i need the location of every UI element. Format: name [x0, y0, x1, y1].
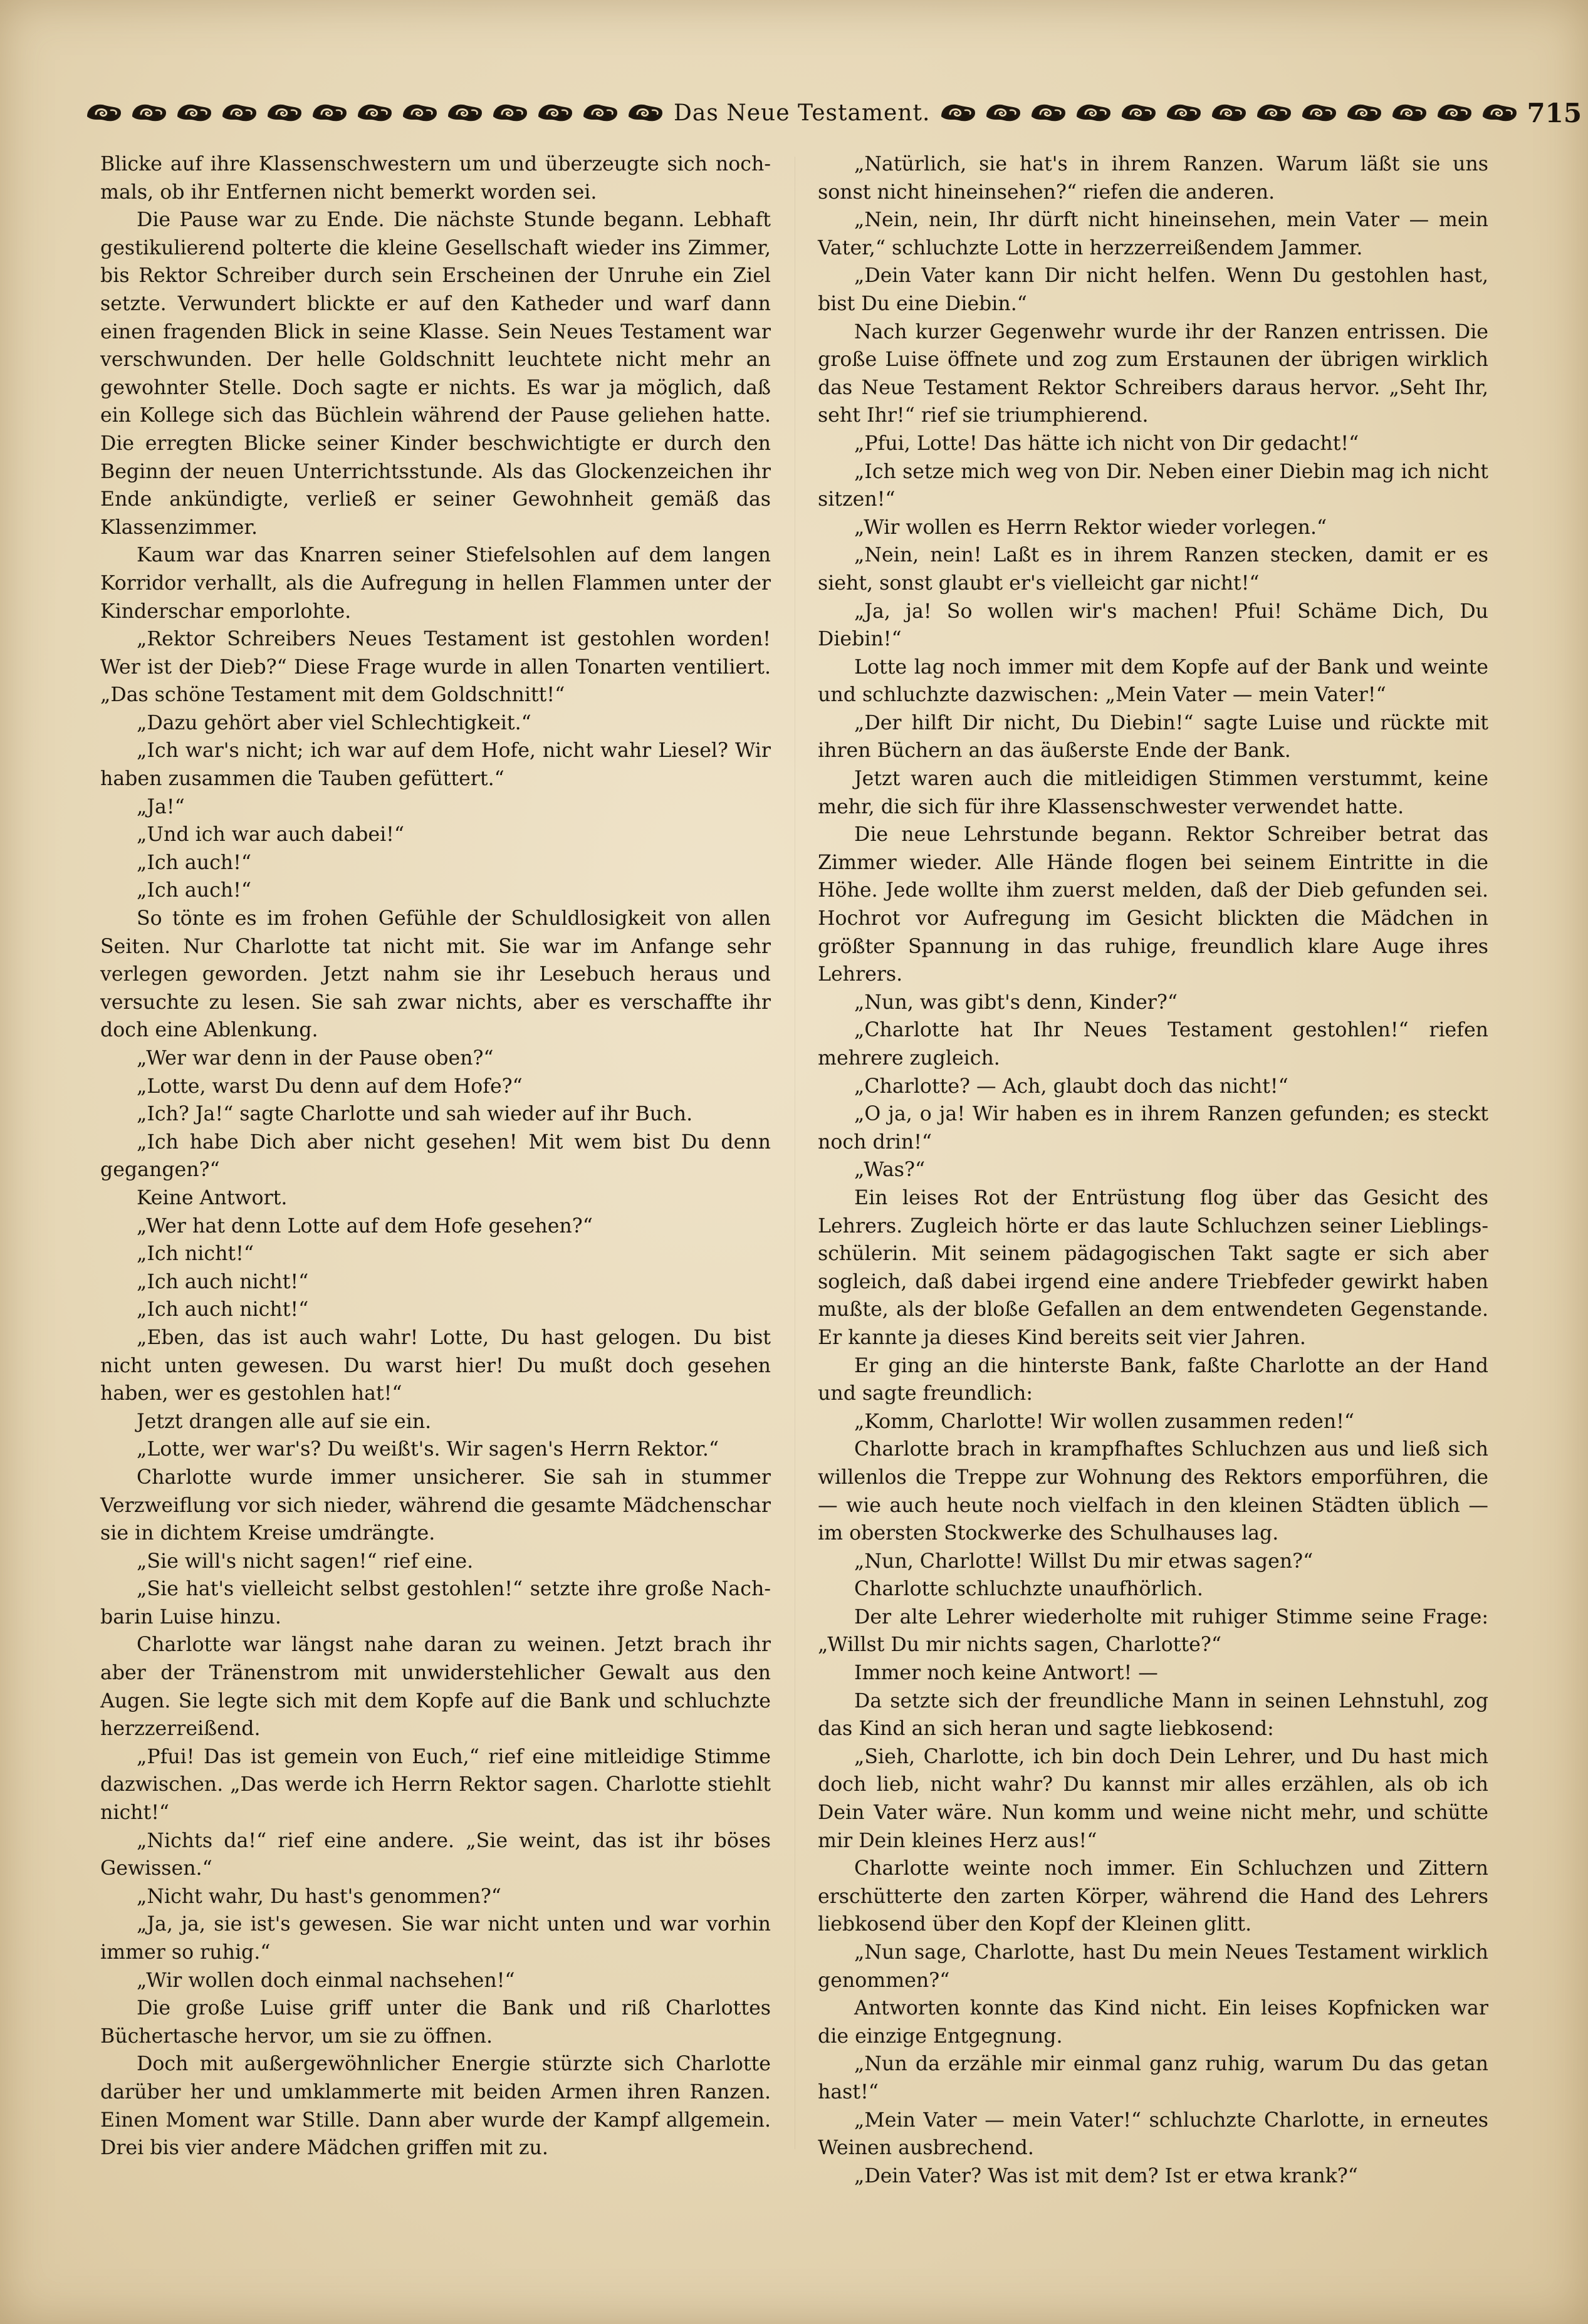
- paragraph: „Ich auch nicht!“: [137, 1298, 309, 1321]
- paragraph: „Lotte, warst Du denn auf dem Hofe?“: [137, 1075, 523, 1098]
- paragraph: „Komm, Charlotte! Wir wollen zusammen reden!“: [854, 1410, 1355, 1433]
- scroll-ornament-icon: [491, 100, 530, 125]
- paragraph: „Ich auch!“: [137, 851, 252, 874]
- paragraph: „Wer war denn in der Pause oben?“: [137, 1047, 494, 1070]
- paragraph: „Nein, nein, Ihr dürft nicht hineinsehen, mein Vater — mein Vater,“ schluchzte Lotte in herzzerreißendem Jammer.: [818, 209, 1488, 259]
- paragraph: „Ja, ja! So wollen wir's machen! Pfui! Schäme Dich, Du Diebin!“: [818, 600, 1488, 651]
- scroll-ornament-icon: [1029, 100, 1068, 125]
- paragraph: „Ich nicht!“: [137, 1243, 254, 1266]
- paragraph: „Natürlich, sie hat's in ihrem Ranzen. Warum läßt sie uns sonst nicht hineinsehen?“ riefen die anderen.: [818, 153, 1488, 204]
- paragraph: Die neue Lehrstunde begann. Rektor Schreiber betrat das Zimmer wieder. Alle Hände flogen bei seinem Eintritte in die Höhe. Jede wollte ihm zuerst melden, daß der Dieb gefunden sei. Hochrot vor Aufregung im Gesicht blickten die Mädchen in größter Spannung in das ruhige, freundlich klare Auge ihres Lehrers.: [818, 823, 1488, 986]
- scroll-ornament-icon: [400, 100, 439, 125]
- paragraph: „Rektor Schreibers Neues Testament ist gestohlen worden! Wer ist der Dieb?“ Diese Frage wurde in allen Tonarten ventiliert. „Das schöne Testament mit dem Goldschnitt!“: [100, 628, 771, 707]
- paragraph: Jetzt waren auch die mitleidigen Stimmen verstummt, keine mehr, die sich für ihre Klassenschwester verwendet hatte.: [818, 768, 1488, 818]
- paragraph: „Eben, das ist auch wahr! Lotte, Du hast gelogen. Du bist nicht unten gewesen. Du warst hier! Du mußt doch gesehen haben, wer es gestohlen hat!“: [100, 1326, 771, 1405]
- scroll-ornament-icon: [1300, 100, 1339, 125]
- page-number: 715: [1527, 97, 1582, 128]
- paragraph: So tönte es im frohen Gefühle der Schuldlosigkeit von allen Seiten. Nur Charlotte tat nicht mit. Sie war im Anfange sehr verlegen geworden. Jetzt nahm sie ihr Lesebuch heraus und versuchte zu lesen. Sie sah zwar nichts, aber es verschaffte ihr doch eine Ablenkung.: [100, 907, 771, 1042]
- paragraph: Antworten konnte das Kind nicht. Ein leises Kopfnicken war die einzige Entgegnung.: [818, 1997, 1488, 2048]
- paragraph: „Nicht wahr, Du hast's genommen?“: [137, 1885, 501, 1908]
- paragraph: Charlotte schluchzte unaufhörlich.: [854, 1578, 1203, 1601]
- paragraph: „Ich auch!“: [137, 879, 252, 902]
- scroll-ornament-icon: [1345, 100, 1384, 125]
- paragraph: „Charlotte hat Ihr Neues Testament gestohlen!“ riefen mehrere zugleich.: [818, 1019, 1488, 1070]
- ornament-band-right: [939, 98, 1519, 127]
- scroll-ornament-icon: [1255, 100, 1293, 125]
- paragraph: „O ja, o ja! Wir haben es in ihrem Ranzen gefunden; es steckt noch drin!“: [818, 1103, 1488, 1154]
- paragraph: Lotte lag noch immer mit dem Kopfe auf der Bank und weinte und schluchzte dazwischen: „Mein Vater — mein Vater!“: [818, 655, 1488, 707]
- paragraph: „Pfui! Das ist gemein von Euch,“ rief eine mitleidige Stimme dazwischen. „Das werde ich Herrn Rektor sagen. Charlotte stiehlt nicht!“: [100, 1745, 771, 1825]
- paragraph: „Ich setze mich weg von Dir. Neben einer Diebin mag ich nicht sitzen!“: [818, 460, 1488, 511]
- scroll-ornament-icon: [1435, 100, 1474, 125]
- scroll-ornament-icon: [1074, 100, 1113, 125]
- paragraph: Der alte Lehrer wiederholte mit ruhiger Stimme seine Frage: „Willst Du mir nichts sagen, Charlotte?“: [818, 1605, 1488, 1657]
- paragraph: „Ich? Ja!“ sagte Charlotte und sah wieder auf ihr Buch.: [137, 1103, 693, 1126]
- scroll-ornament-icon: [1164, 100, 1203, 125]
- paragraph: Charlotte brach in krampfhaftes Schluchzen aus und ließ sich willenlos die Treppe zur Wohnung des Rektors emporführen, die — wie auch heute noch vielfach in den kleinen Städten üblich — im obersten Stockwerke des Schulhauses lag.: [818, 1438, 1488, 1545]
- paragraph: „Nun, Charlotte! Willst Du mir etwas sagen?“: [854, 1550, 1314, 1573]
- paragraph: Er ging an die hinterste Bank, faßte Charlotte an der Hand und sagte freundlich:: [818, 1354, 1488, 1405]
- text-column-right: [818, 150, 1488, 2187]
- paragraph: „Ich war's nicht; ich war auf dem Hofe, nicht wahr Liesel? Wir haben zusammen die Tauben gefüttert.“: [100, 739, 771, 791]
- scroll-ornament-icon: [175, 100, 214, 125]
- running-title: Das Neue Testament.: [674, 100, 931, 126]
- paragraph: Charlotte weinte noch immer. Ein Schluchzen und Zittern erschütterte den zarten Körper, während die Hand des Lehrers liebkosend über den Kopf der Kleinen glitt.: [818, 1857, 1488, 1936]
- paragraph: „Dein Vater? Was ist mit dem? Ist er etwa krank?“: [854, 2164, 1358, 2187]
- running-header: [85, 94, 1582, 132]
- scroll-ornament-icon: [85, 100, 123, 125]
- ornament-band-left: [85, 98, 665, 127]
- paragraph: „Lotte, wer war's? Du weißt's. Wir sagen's Herrn Rektor.“: [137, 1438, 719, 1461]
- paragraph: „Nichts da!“ rief eine andere. „Sie weint, das ist ihr böses Gewissen.“: [100, 1829, 771, 1880]
- paragraph: „Dazu gehört aber viel Schlechtigkeit.“: [137, 711, 531, 734]
- paragraph: „Wir wollen es Herrn Rektor wieder vorlegen.“: [854, 516, 1327, 539]
- paragraph: „Wir wollen doch einmal nachsehen!“: [137, 1969, 515, 1992]
- scroll-ornament-icon: [446, 100, 484, 125]
- paragraph: Immer noch keine Antwort! —: [854, 1662, 1158, 1685]
- paragraph: „Sie will's nicht sagen!“ rief eine.: [137, 1550, 474, 1573]
- paragraph: „Sie hat's vielleicht selbst gestohlen!“ setzte ihre große Nachbarin Luise hinzu.: [100, 1578, 771, 1628]
- paragraph: „Pfui, Lotte! Das hätte ich nicht von Dir gedacht!“: [854, 432, 1359, 455]
- paragraph: Keine Antwort.: [137, 1186, 288, 1209]
- paragraph: „Mein Vater — mein Vater!“ schluchzte Charlotte, in erneutes Weinen ausbrechend.: [818, 2108, 1488, 2160]
- paragraph: Doch mit außergewöhnlicher Energie stürzte sich Charlotte darüber her und umklammerte mit beiden Armen ihren Ranzen. Einen Moment war Stille. Dann aber wurde der Kampf allgemein. Drei bis vier andere Mädchen griffen mit zu.: [100, 2053, 771, 2160]
- text-column-left: [100, 150, 771, 2160]
- paragraph: „Nun, was gibt's denn, Kinder?“: [854, 991, 1178, 1014]
- paragraph: „Wer hat denn Lotte auf dem Hofe gesehen?“: [137, 1214, 593, 1238]
- scroll-ornament-icon: [265, 100, 304, 125]
- paragraph: „Charlotte? — Ach, glaubt doch das nicht!“: [854, 1075, 1288, 1098]
- paragraph: Ein leises Rot der Entrüstung flog über das Gesicht des Lehrers. Zugleich hörte er das laute Schluchzen seiner Lieblingsschülerin. Mit seinem pädagogischen Takt sagte er sich aber sogleich, daß dabei irgend eine andere Triebfeder gewirkt haben mußte, als der bloße Gefallen an dem entwendeten Gegenstande. Er kannte ja dieses Kind bereits seit vier Jahren.: [818, 1186, 1488, 1349]
- paragraph: „Ja, ja, sie ist's gewesen. Sie war nicht unten und war vorhin immer so ruhig.“: [100, 1913, 771, 1964]
- scroll-ornament-icon: [220, 100, 259, 125]
- paragraph: Charlotte wurde immer unsicherer. Sie sah in stummer Verzweiflung vor sich nieder, während die gesamte Mädchenschar sie in dichtem Kreise umdrängte.: [100, 1466, 771, 1545]
- paragraph: „Nun da erzähle mir einmal ganz ruhig, warum Du das getan hast!“: [818, 2053, 1488, 2103]
- paragraph: Charlotte war längst nahe daran zu weinen. Jetzt brach ihr aber der Tränenstrom mit unwiderstehlicher Gewalt aus den Augen. Sie legte sich mit dem Kopfe auf die Bank und schluchzte herzzerreißend.: [100, 1634, 771, 1741]
- paragraph: „Nun sage, Charlotte, hast Du mein Neues Testament wirklich genommen?“: [818, 1941, 1488, 1992]
- scroll-ornament-icon: [939, 100, 978, 125]
- paragraph: „Der hilft Dir nicht, Du Diebin!“ sagte Luise und rückte mit ihren Büchern an das äußerste Ende der Bank.: [818, 711, 1488, 763]
- paragraph: Die große Luise griff unter die Bank und riß Charlottes Büchertasche hervor, um sie zu öffnen.: [100, 1997, 771, 2048]
- paragraph: „Ich auch nicht!“: [137, 1270, 309, 1293]
- scroll-ornament-icon: [1480, 100, 1519, 125]
- scroll-ornament-icon: [1390, 100, 1429, 125]
- scroll-ornament-icon: [1209, 100, 1248, 125]
- scroll-ornament-icon: [536, 100, 575, 125]
- scroll-ornament-icon: [130, 100, 169, 125]
- paragraph: „Ja!“: [137, 795, 185, 818]
- paragraph: „Nein, nein! Laßt es in ihrem Ranzen stecken, damit er es sieht, sonst glaubt er's vielleicht gar nicht!“: [818, 544, 1488, 595]
- scroll-ornament-icon: [355, 100, 394, 125]
- scroll-ornament-icon: [984, 100, 1023, 125]
- scroll-ornament-icon: [310, 100, 349, 125]
- paragraph: Blicke auf ihre Klassenschwestern um und überzeugte sich nochmals, ob ihr Entfernen nicht bemerkt worden sei.: [100, 153, 771, 204]
- scroll-ornament-icon: [581, 100, 620, 125]
- paragraph: Die Pause war zu Ende. Die nächste Stunde begann. Lebhaft gestikulierend polterte die kleine Gesellschaft wieder ins Zimmer, bis Rektor Schreiber durch sein Erscheinen der Unruhe ein Ziel setzte. Verwundert blickte er auf den Katheder und warf dann einen fragenden Blick in seine Klasse. Sein Neues Testament war verschwunden. Der helle Goldschnitt leuchtete nicht mehr an gewohnter Stelle. Doch sagte er nichts. Es war ja möglich, daß ein Kollege sich das Büchlein während der Pause geliehen hatte. Die erregten Blicke seiner Kinder beschwichtigte er durch den Beginn der neuen Unterrichtsstunde. Als das Glockenzeichen ihr Ende ankündigte, verließ er seiner Gewohnheit gemäß das Klassenzimmer.: [100, 209, 771, 539]
- paragraph: Da setzte sich der freundliche Mann in seinen Lehnstuhl, zog das Kind an sich heran und sagte liebkosend:: [818, 1689, 1488, 1741]
- scroll-ornament-icon: [1119, 100, 1158, 125]
- scroll-ornament-icon: [626, 100, 665, 125]
- paragraph: Kaum war das Knarren seiner Stiefelsohlen auf dem langen Korridor verhallt, als die Aufregung in hellen Flammen unter der Kinderschar emporlohte.: [100, 544, 771, 623]
- paragraph: Nach kurzer Gegenwehr wurde ihr der Ranzen entrissen. Die große Luise öffnete und zog zum Erstaunen der übrigen wirklich das Neue Testament Rektor Schreibers daraus hervor. „Seht Ihr, seht Ihr!“ rief sie triumphierend.: [818, 320, 1488, 427]
- paragraph: „Und ich war auch dabei!“: [137, 823, 405, 847]
- paragraph: „Was?“: [854, 1159, 926, 1182]
- paragraph: „Dein Vater kann Dir nicht helfen. Wenn Du gestohlen hast, bist Du eine Diebin.“: [818, 264, 1488, 315]
- paragraph: Jetzt drangen alle auf sie ein.: [137, 1410, 432, 1433]
- paragraph: „Ich habe Dich aber nicht gesehen! Mit wem bist Du denn gegangen?“: [100, 1130, 771, 1182]
- paragraph: „Sieh, Charlotte, ich bin doch Dein Lehrer, und Du hast mich doch lieb, nicht wahr? Du kannst mir alles erzählen, als ob ich Dein Vater wäre. Nun komm und weine nicht mehr, und schütte mir Dein kleines Herz aus!“: [818, 1745, 1488, 1852]
